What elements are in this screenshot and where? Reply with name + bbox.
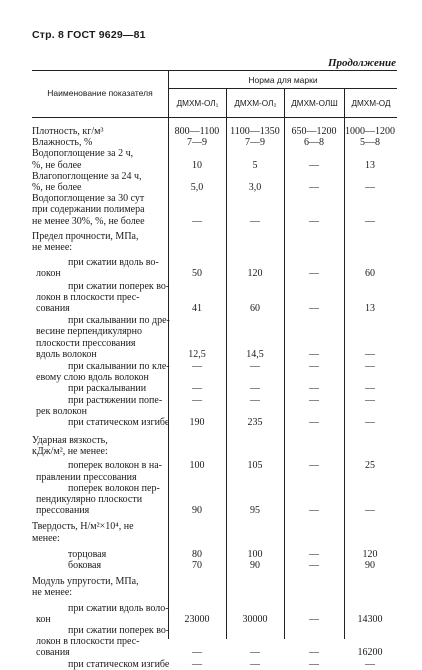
value-cell-col-2: 120 — [247, 268, 263, 280]
table-body — [0, 126, 422, 670]
page-header: Стр. 8 ГОСТ 9629—81 — [32, 29, 146, 41]
table-row — [0, 521, 422, 543]
indicator-label-line: при статическом изгибе — [68, 658, 170, 670]
table-row — [0, 361, 422, 383]
value-cell-col-2: 105 — [247, 460, 263, 472]
indicator-label-line: весине перпендикулярно — [36, 326, 143, 338]
value-cell-col-4: — — [365, 360, 375, 372]
header-column-4: ДМХМ-ОД — [351, 99, 391, 108]
value-cell-col-1: 800—1100 — [174, 126, 220, 137]
indicator-label-line: Влагопоглощение за 24 ч, — [32, 170, 142, 182]
value-cell-col-2: 5 — [252, 159, 258, 171]
continuation-label: Продолжение — [327, 57, 396, 69]
indicator-label-line: Водопоглощение за 2 ч, — [32, 148, 134, 160]
table-top-rule — [32, 70, 397, 71]
value-cell-col-4: — — [365, 181, 375, 193]
value-cell-col-1: 41 — [192, 302, 202, 314]
table-row — [0, 603, 422, 625]
value-cell-col-1: 100 — [189, 460, 205, 472]
indicator-label-line: плоскости прессования — [36, 337, 136, 349]
value-cell-col-2: 100 — [247, 548, 263, 560]
indicator-label-line: сования — [36, 302, 70, 314]
value-cell-col-3: — — [309, 505, 319, 517]
value-cell-col-2: 7—9 — [245, 137, 265, 149]
indicator-label-line: Предел прочности, МПа, — [32, 230, 139, 242]
value-cell-col-4: 1000—1200 — [345, 126, 395, 137]
header-norm: Норма для марки — [248, 75, 318, 85]
table-row — [0, 659, 422, 670]
indicator-label-line: кон — [36, 613, 51, 625]
indicator-label-line: евому слою вдоль волокон — [36, 372, 149, 384]
value-cell-col-4: 16200 — [357, 647, 383, 659]
value-cell-col-2: 14,5 — [246, 348, 264, 360]
table-row — [0, 315, 422, 360]
header-column-1: ДМХМ-ОЛ₁ — [176, 99, 219, 108]
indicator-label-line: при сжатии вдоль во- — [68, 257, 159, 269]
indicator-label-line: поперек волокон пер- — [68, 482, 160, 494]
value-cell-col-1: — — [192, 647, 202, 659]
indicator-label-line: при скалывании по дре- — [68, 315, 170, 327]
value-cell-col-1: — — [192, 215, 202, 227]
value-cell-col-1: — — [192, 360, 202, 372]
indicator-label-line: кДж/м², не менее: — [32, 446, 108, 458]
table-row — [0, 257, 422, 279]
value-cell-col-1: 23000 — [184, 613, 210, 625]
value-cell-col-1: — — [192, 383, 202, 395]
value-cell-col-3: — — [309, 159, 319, 171]
indicator-label-line: Ударная вязкость, — [32, 435, 108, 447]
value-cell-col-1: 80 — [192, 548, 202, 560]
indicator-label-line: пендикулярно плоскости — [36, 494, 143, 506]
table-header-bottom-rule — [32, 117, 397, 118]
value-cell-col-1: 70 — [192, 560, 202, 572]
indicator-label-line: %, не более — [32, 159, 82, 171]
value-cell-col-4: — — [365, 416, 375, 428]
value-cell-col-4: 60 — [365, 268, 375, 280]
table-row — [0, 435, 422, 457]
value-cell-col-3: 650—1200 — [291, 126, 337, 137]
table-row — [0, 417, 422, 428]
value-cell-col-1: 12,5 — [188, 348, 206, 360]
value-cell-col-4: — — [365, 394, 375, 406]
value-cell-col-2: — — [250, 394, 260, 406]
value-cell-col-3: — — [309, 394, 319, 406]
indicator-label-line: при сжатии поперек во- — [68, 280, 170, 292]
indicator-label-line: менее: — [32, 532, 60, 544]
indicator-label-line: при содержании полимера — [32, 204, 145, 216]
indicator-label-line: при сжатии поперек во- — [68, 625, 170, 636]
value-cell-col-3: — — [309, 383, 319, 395]
value-cell-col-4: — — [365, 383, 375, 395]
value-cell-col-4: 25 — [365, 460, 375, 472]
value-cell-col-1: — — [192, 658, 202, 670]
value-cell-col-3: — — [309, 215, 319, 227]
value-cell-col-2: 30000 — [242, 613, 268, 625]
indicator-label-line: при скалывании по кле- — [68, 360, 170, 372]
value-cell-col-2: 90 — [250, 560, 260, 572]
value-cell-col-3: — — [309, 348, 319, 360]
value-cell-col-2: — — [250, 215, 260, 227]
value-cell-col-2: — — [250, 383, 260, 395]
indicator-label-line: не менее 30%, %, не более — [32, 215, 145, 227]
value-cell-col-3: — — [309, 460, 319, 472]
value-cell-col-3: — — [309, 302, 319, 314]
indicator-label-line: при статическом изгибе — [68, 416, 170, 428]
value-cell-col-4: 5—8 — [360, 137, 380, 149]
value-cell-col-4: 14300 — [357, 613, 383, 625]
table-row — [0, 395, 422, 417]
indicator-label-line: правлении прессования — [36, 471, 137, 483]
indicator-label-line: Влажность, % — [32, 137, 93, 149]
value-cell-col-1: — — [192, 394, 202, 406]
indicator-label-line: при сжатии вдоль воло- — [68, 602, 169, 614]
value-cell-col-4: 13 — [365, 302, 375, 314]
value-cell-col-1: 5,0 — [190, 181, 204, 193]
value-cell-col-2: 3,0 — [248, 181, 262, 193]
table-row — [0, 483, 422, 517]
indicator-label-line: %, не более — [32, 181, 82, 193]
indicator-label-line: не менее: — [32, 587, 73, 599]
value-cell-col-3: — — [309, 548, 319, 560]
indicator-label-line: не менее: — [32, 241, 73, 253]
header-indicator-name: Наименование показателя — [47, 88, 153, 98]
value-cell-col-3: — — [309, 613, 319, 625]
table-row — [0, 148, 422, 170]
indicator-label-line: поперек волокон в на- — [68, 460, 162, 472]
value-cell-col-4: — — [365, 215, 375, 227]
indicator-label-line: локон в плоскости прес- — [36, 636, 140, 648]
indicator-label-line: боковая — [68, 560, 102, 572]
value-cell-col-3: — — [309, 658, 319, 670]
value-cell-col-3: 6—8 — [304, 137, 324, 149]
table-row — [0, 383, 422, 394]
indicator-label-line: Модуль упругости, МПа, — [32, 576, 139, 588]
table-row — [0, 549, 422, 560]
header-column-3: ДМХМ-ОЛШ — [291, 99, 338, 108]
value-cell-col-4: — — [365, 348, 375, 360]
value-cell-col-2: — — [250, 360, 260, 372]
value-cell-col-1: 90 — [192, 505, 202, 517]
indicator-label-line: при раскалывании — [68, 383, 147, 395]
value-cell-col-3: — — [309, 181, 319, 193]
table-row — [0, 231, 422, 253]
table-row — [0, 576, 422, 598]
value-cell-col-3: — — [309, 360, 319, 372]
table-row — [0, 560, 422, 571]
value-cell-col-4: 90 — [365, 560, 375, 572]
value-cell-col-1: 7—9 — [187, 137, 207, 149]
indicator-label-line: локон в плоскости прес- — [36, 291, 140, 303]
value-cell-col-4: — — [365, 505, 375, 517]
indicator-label-line: локон — [36, 268, 61, 280]
indicator-label-line: сования — [36, 647, 70, 659]
value-cell-col-4: 120 — [362, 548, 378, 560]
indicator-label-line: рек волокон — [36, 405, 88, 417]
indicator-label-line: Плотность, кг/м³ — [32, 126, 104, 137]
indicator-label-line: при растяжении попе- — [68, 394, 163, 406]
value-cell-col-2: — — [250, 647, 260, 659]
indicator-label-line: прессования — [36, 505, 90, 517]
value-cell-col-2: 95 — [250, 505, 260, 517]
value-cell-col-2: 235 — [247, 416, 263, 428]
value-cell-col-4: 13 — [365, 159, 375, 171]
norm-header-rule — [169, 88, 397, 89]
value-cell-col-4: — — [365, 658, 375, 670]
table-row — [0, 625, 422, 659]
indicator-label-line: торцовая — [68, 548, 107, 560]
table-row — [0, 137, 422, 148]
table-row — [0, 281, 422, 315]
value-cell-col-2: — — [250, 658, 260, 670]
indicator-label-line: Твердость, Н/м²×10⁴, не — [32, 521, 134, 533]
table-row — [0, 126, 422, 137]
indicator-label-line: вдоль волокон — [36, 348, 97, 360]
value-cell-col-1: 190 — [189, 416, 205, 428]
value-cell-col-1: 50 — [192, 268, 202, 280]
value-cell-col-1: 10 — [192, 159, 202, 171]
value-cell-col-2: 60 — [250, 302, 260, 314]
table-row — [0, 171, 422, 193]
value-cell-col-2: 1100—1350 — [230, 126, 280, 137]
value-cell-col-3: — — [309, 416, 319, 428]
header-column-2: ДМХМ-ОЛ₂ — [234, 99, 277, 108]
table-row — [0, 460, 422, 482]
value-cell-col-3: — — [309, 268, 319, 280]
value-cell-col-3: — — [309, 647, 319, 659]
table-row — [0, 193, 422, 227]
indicator-label-line: Водопоглощение за 30 сут — [32, 193, 145, 205]
value-cell-col-3: — — [309, 560, 319, 572]
